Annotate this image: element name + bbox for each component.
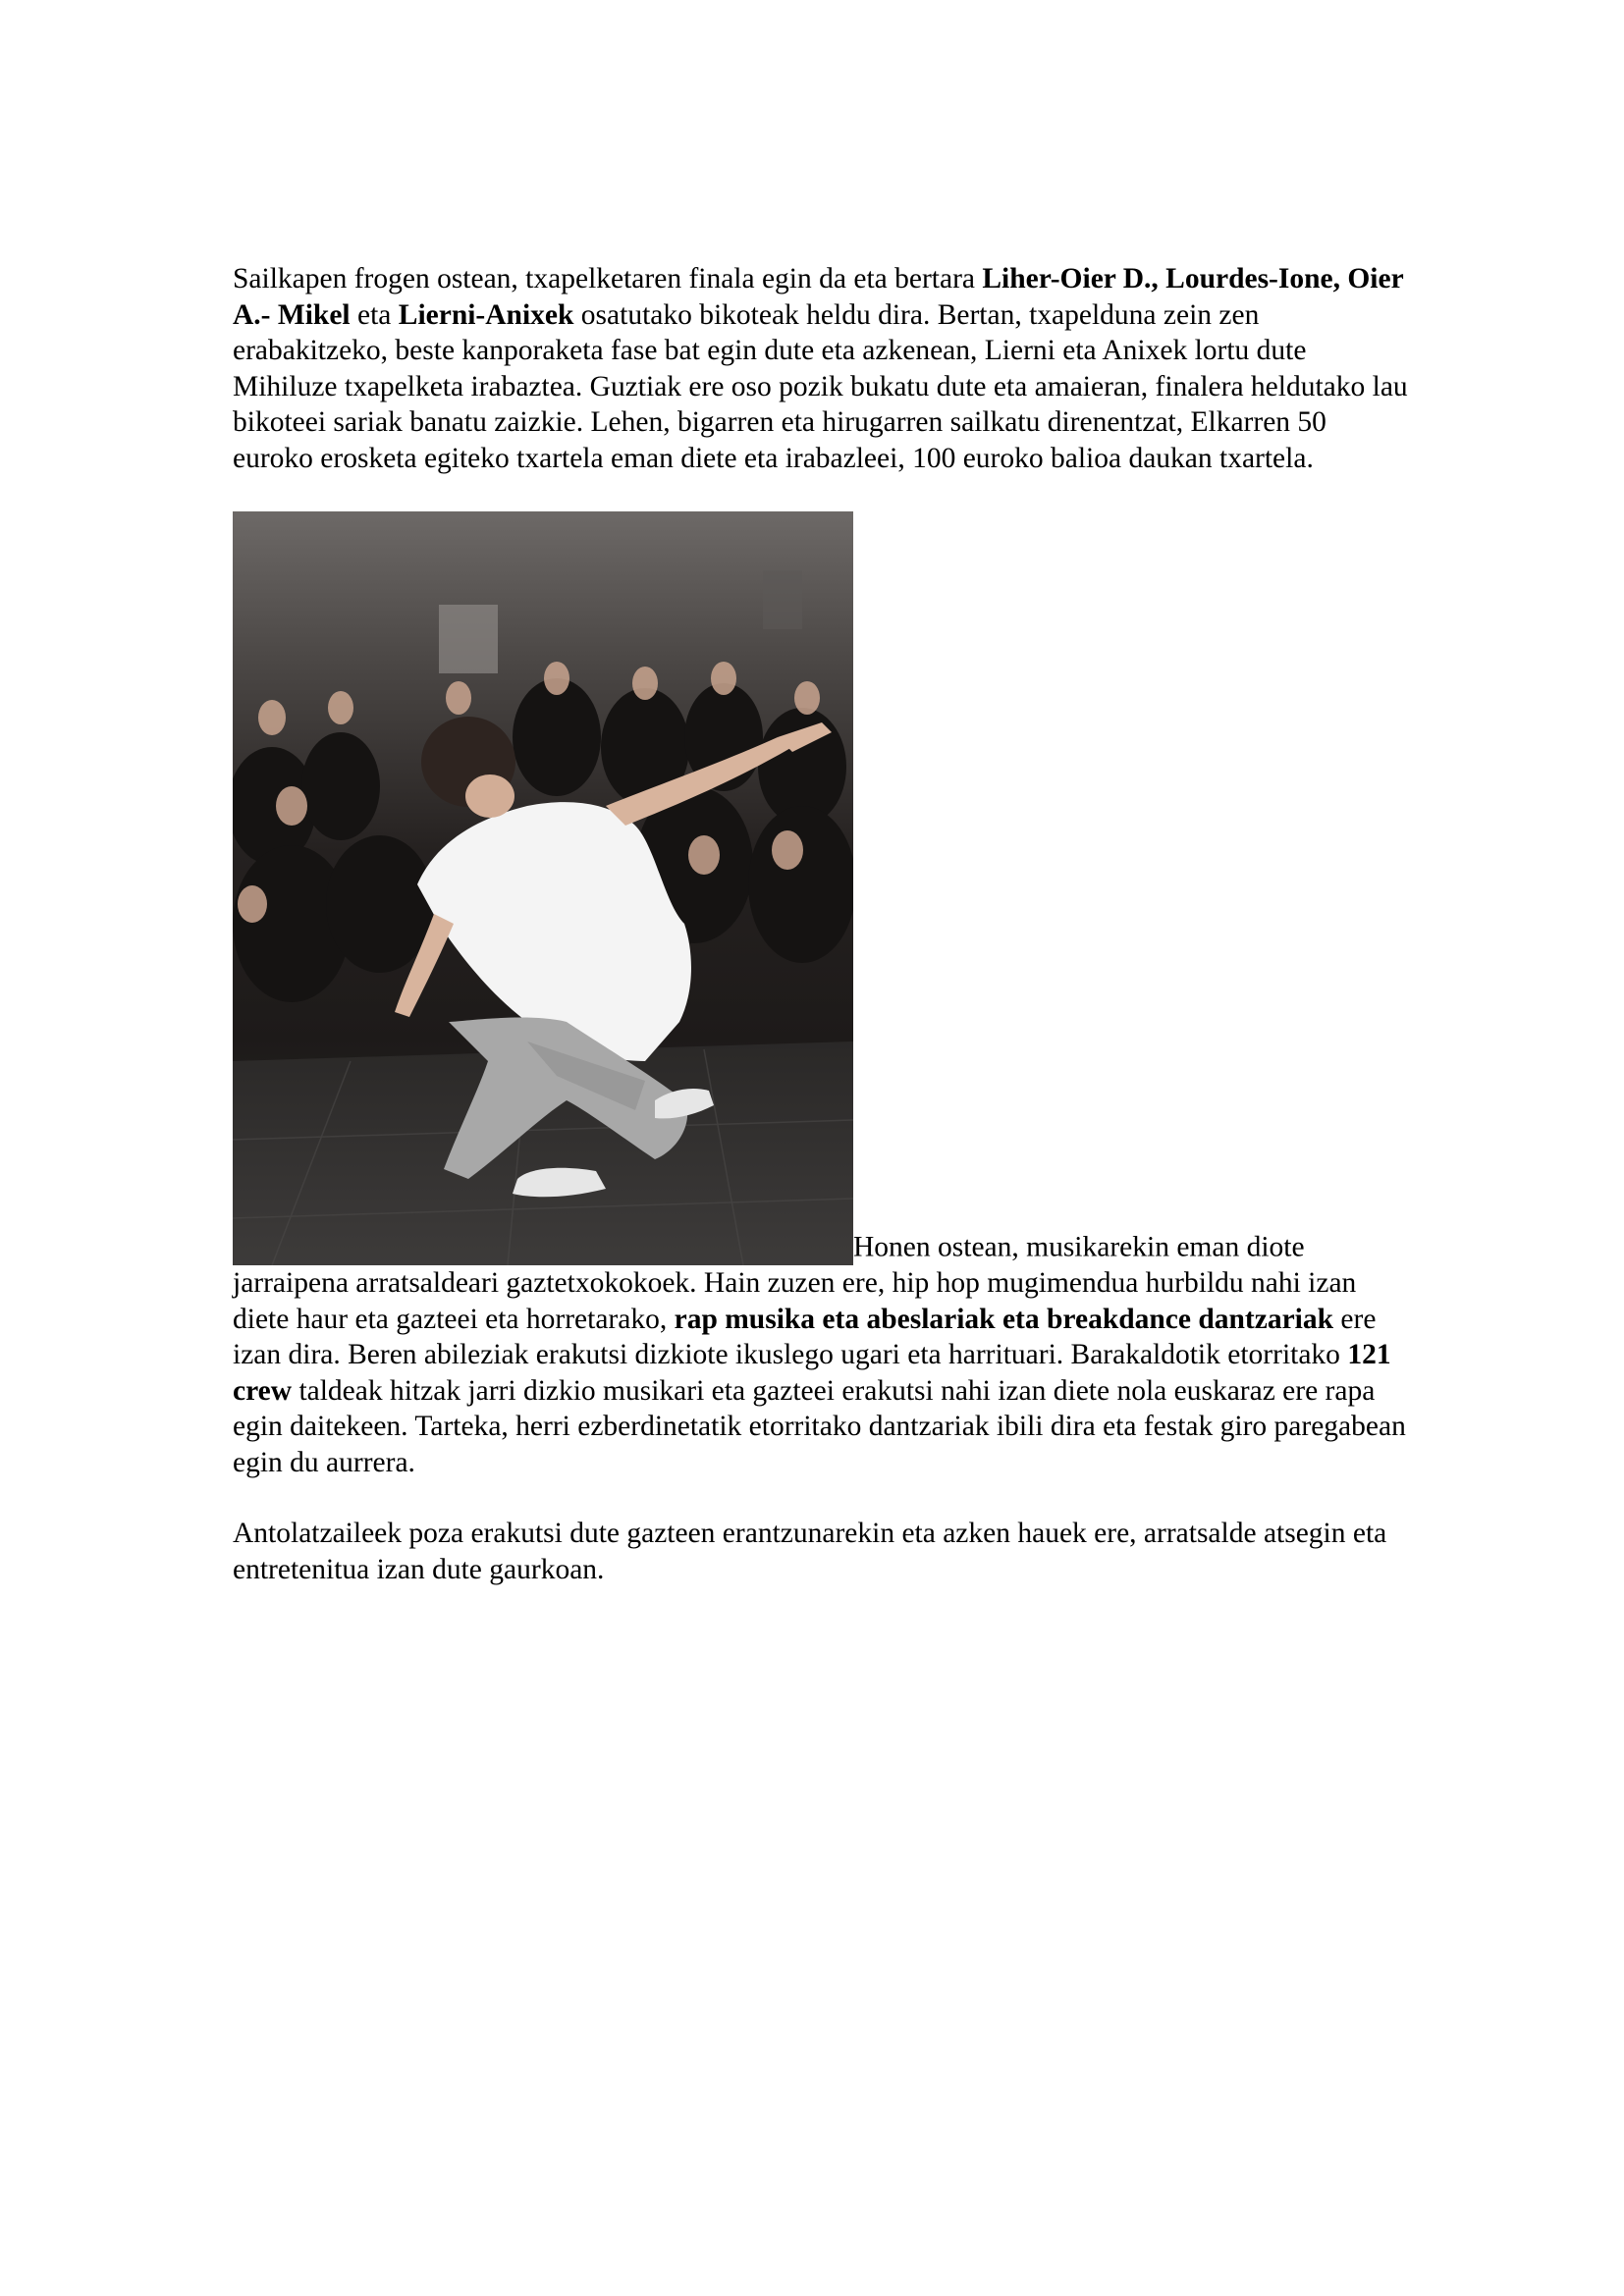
breakdancer-photo bbox=[233, 511, 853, 1265]
bold-names: Lierni-Anixek bbox=[398, 298, 574, 331]
text: ere izan dira. Beren abileziak erakutsi dizkiote ikuslego ugari eta harrituari. Barakaldotik etorritako bbox=[233, 1303, 1377, 1370]
text: Honen ostean, musikarekin eman diote jarraipena arratsaldeari gaztetxokokoek. Hain zuzen ere, hip hop mugimendua hurbildu nahi izan diete haur eta gazteei eta horretarako, bbox=[233, 1231, 1357, 1335]
bold-phrase: rap musika eta abeslariak eta breakdance dantzariak bbox=[674, 1303, 1334, 1335]
paragraph-closing bbox=[233, 1516, 1411, 1587]
text: eta bbox=[350, 298, 399, 331]
bold-names: Liher-Oier D., Lourdes-Ione, Oier A.- Mikel bbox=[233, 263, 1404, 331]
text: osatutako bikoteak heldu dira. Bertan, txapelduna zein zen erabakitzeko, beste kanporaketa fase bat egin dute eta azkenean, Lierni eta Anixek lortu dute Mihiluze txapelketa irabaztea. Guztiak ere oso pozik bukatu dute eta amaieran, finalera heldutako lau bikoteei sariak banatu zaizkie. Lehen, bigarren eta hirugarren sailkatu direnentzat, Elkarren 50 euroko erosketa egiteko txartela eman diete eta irabazleei, 100 euroko balioa daukan txartela. bbox=[233, 298, 1408, 474]
text: Sailkapen frogen ostean, txapelketaren finala egin da eta bertara bbox=[233, 263, 983, 294]
text: taldeak hitzak jarri dizkio musikari eta gazteei erakutsi nahi izan diete nola euskaraz ere rapa egin daitekeen. Tarteka, herri ezberdinetatik etorritako dantzariak ibili dira eta festak giro paregabean egin du aurrera. bbox=[233, 1374, 1406, 1478]
bold-group: 121 crew bbox=[233, 1339, 1391, 1407]
text: Antolatzaileek poza erakutsi dute gazteen erantzunarekin eta azken hauek ere, arratsalde atsegin eta entretenitua izan dute gaurkoan. bbox=[233, 1518, 1387, 1585]
paragraph-finals bbox=[233, 261, 1411, 476]
document-page bbox=[233, 261, 1411, 1587]
paragraph-music bbox=[233, 511, 1411, 1480]
